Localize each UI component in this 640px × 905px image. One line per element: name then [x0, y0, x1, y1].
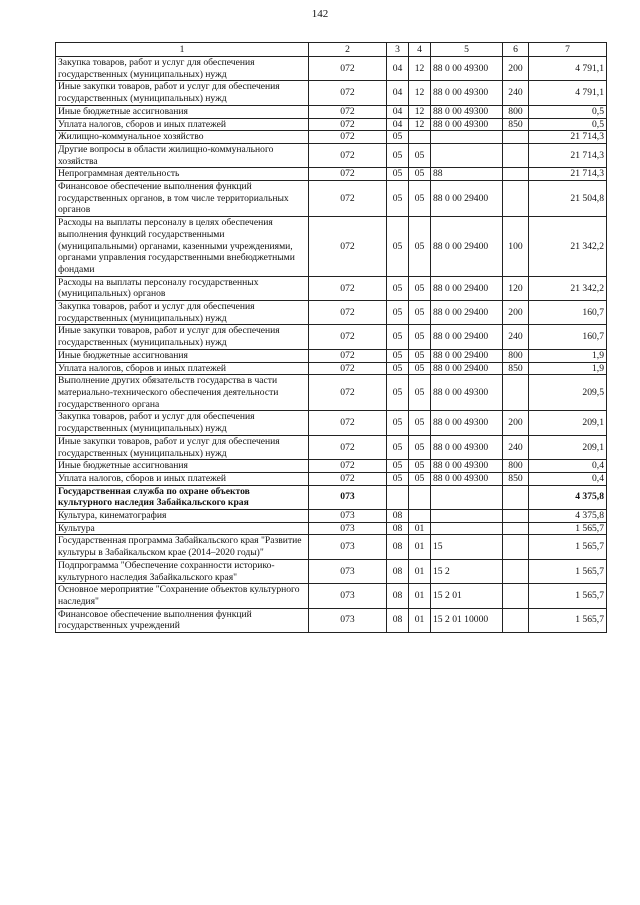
- table-row: [56, 584, 607, 608]
- row-target-item: [431, 131, 503, 144]
- row-subsection: 01: [409, 522, 431, 535]
- row-name: Закупка товаров, работ и услуг для обеспечения государственных (муниципальных) нужд: [56, 301, 309, 325]
- row-name: Расходы на выплаты персоналу государственных (муниципальных) органов: [56, 276, 309, 300]
- row-subsection: 05: [409, 362, 431, 375]
- row-subsection: 12: [409, 57, 431, 81]
- row-target-item: 15 2: [431, 559, 503, 583]
- row-admin-code: 072: [309, 143, 387, 167]
- row-expense-type: 120: [503, 276, 529, 300]
- row-expense-type: [503, 522, 529, 535]
- row-expense-type: 800: [503, 105, 529, 118]
- row-section: 08: [387, 510, 409, 523]
- row-section: 05: [387, 411, 409, 435]
- row-expense-type: 800: [503, 349, 529, 362]
- row-admin-code: 072: [309, 118, 387, 131]
- row-admin-code: 072: [309, 411, 387, 435]
- col-header: 7: [529, 43, 607, 57]
- row-expense-type: [503, 181, 529, 217]
- row-subsection: 05: [409, 435, 431, 459]
- table-row: [56, 131, 607, 144]
- row-name: Культура, кинематография: [56, 510, 309, 523]
- table-row: [56, 559, 607, 583]
- table-row: [56, 411, 607, 435]
- row-name: Иные бюджетные ассигнования: [56, 105, 309, 118]
- row-amount: 1 565,7: [529, 522, 607, 535]
- row-section: 05: [387, 460, 409, 473]
- row-expense-type: [503, 485, 529, 509]
- row-expense-type: 240: [503, 435, 529, 459]
- row-expense-type: 800: [503, 460, 529, 473]
- row-section: 04: [387, 105, 409, 118]
- row-expense-type: [503, 168, 529, 181]
- row-name: Подпрограмма "Обеспечение сохранности историко-культурного наследия Забайкальского края": [56, 559, 309, 583]
- table-row: [56, 325, 607, 349]
- row-expense-type: [503, 584, 529, 608]
- row-expense-type: 200: [503, 57, 529, 81]
- row-section: 05: [387, 362, 409, 375]
- row-section: 05: [387, 181, 409, 217]
- row-subsection: 05: [409, 349, 431, 362]
- row-amount: 209,5: [529, 375, 607, 411]
- row-admin-code: 073: [309, 559, 387, 583]
- row-target-item: [431, 522, 503, 535]
- table-row: [56, 435, 607, 459]
- row-admin-code: 072: [309, 57, 387, 81]
- row-amount: 4 791,1: [529, 57, 607, 81]
- col-header: 3: [387, 43, 409, 57]
- row-name: Финансовое обеспечение выполнения функций государственных учреждений: [56, 608, 309, 632]
- row-name: Иные закупки товаров, работ и услуг для обеспечения государственных (муниципальных) нужд: [56, 435, 309, 459]
- row-expense-type: [503, 131, 529, 144]
- row-name: Иные закупки товаров, работ и услуг для обеспечения государственных (муниципальных) нужд: [56, 325, 309, 349]
- row-amount: 160,7: [529, 301, 607, 325]
- row-expense-type: 200: [503, 411, 529, 435]
- row-amount: 0,5: [529, 118, 607, 131]
- row-admin-code: 073: [309, 535, 387, 559]
- row-amount: 4 791,1: [529, 81, 607, 105]
- row-section: 04: [387, 118, 409, 131]
- row-amount: 1 565,7: [529, 535, 607, 559]
- row-name: Основное мероприятие "Сохранение объектов культурного наследия": [56, 584, 309, 608]
- row-name: Жилищно-коммунальное хозяйство: [56, 131, 309, 144]
- row-expense-type: 240: [503, 325, 529, 349]
- header-row: [56, 43, 607, 57]
- row-target-item: [431, 485, 503, 509]
- row-expense-type: [503, 143, 529, 167]
- row-amount: 1 565,7: [529, 608, 607, 632]
- row-name: Выполнение других обязательств государства в части материально-технического обеспечения деятельности государственного органа: [56, 375, 309, 411]
- row-subsection: 12: [409, 118, 431, 131]
- row-admin-code: 073: [309, 522, 387, 535]
- row-expense-type: 850: [503, 472, 529, 485]
- table-row: [56, 276, 607, 300]
- col-header: 6: [503, 43, 529, 57]
- row-target-item: 88 0 00 49300: [431, 375, 503, 411]
- row-subsection: 05: [409, 325, 431, 349]
- table-row: [56, 57, 607, 81]
- row-amount: 209,1: [529, 435, 607, 459]
- row-section: 08: [387, 584, 409, 608]
- row-target-item: 88: [431, 168, 503, 181]
- row-amount: 21 342,2: [529, 276, 607, 300]
- row-subsection: 05: [409, 375, 431, 411]
- row-admin-code: 072: [309, 131, 387, 144]
- row-subsection: 05: [409, 217, 431, 277]
- row-section: 08: [387, 522, 409, 535]
- row-target-item: 88 0 00 29400: [431, 276, 503, 300]
- row-name: Закупка товаров, работ и услуг для обеспечения государственных (муниципальных) нужд: [56, 57, 309, 81]
- row-name: Иные закупки товаров, работ и услуг для обеспечения государственных (муниципальных) нужд: [56, 81, 309, 105]
- row-target-item: 15 2 01: [431, 584, 503, 608]
- row-amount: 0,5: [529, 105, 607, 118]
- col-header: 2: [309, 43, 387, 57]
- row-subsection: [409, 510, 431, 523]
- row-subsection: 05: [409, 181, 431, 217]
- row-target-item: 88 0 00 49300: [431, 57, 503, 81]
- row-target-item: 88 0 00 49300: [431, 472, 503, 485]
- row-expense-type: 240: [503, 81, 529, 105]
- table-row: [56, 81, 607, 105]
- row-target-item: 88 0 00 49300: [431, 435, 503, 459]
- row-section: 08: [387, 535, 409, 559]
- table-row: [56, 362, 607, 375]
- row-subsection: [409, 131, 431, 144]
- row-target-item: 88 0 00 29400: [431, 362, 503, 375]
- row-target-item: 88 0 00 29400: [431, 301, 503, 325]
- row-section: 05: [387, 375, 409, 411]
- row-admin-code: 072: [309, 375, 387, 411]
- table-row: [56, 301, 607, 325]
- row-admin-code: 073: [309, 510, 387, 523]
- row-target-item: 88 0 00 49300: [431, 460, 503, 473]
- row-subsection: 05: [409, 168, 431, 181]
- row-target-item: 88 0 00 29400: [431, 217, 503, 277]
- table-row: [56, 535, 607, 559]
- row-section: 05: [387, 131, 409, 144]
- row-target-item: 15: [431, 535, 503, 559]
- row-subsection: 01: [409, 535, 431, 559]
- row-subsection: 01: [409, 559, 431, 583]
- row-name: Финансовое обеспечение выполнения функций государственных органов, в том числе территориальных органов: [56, 181, 309, 217]
- row-amount: 160,7: [529, 325, 607, 349]
- table-row: [56, 460, 607, 473]
- row-target-item: 88 0 00 49300: [431, 105, 503, 118]
- row-expense-type: [503, 608, 529, 632]
- row-name: Непрограммная деятельность: [56, 168, 309, 181]
- row-target-item: 88 0 00 49300: [431, 411, 503, 435]
- row-section: 05: [387, 472, 409, 485]
- row-target-item: 15 2 01 10000: [431, 608, 503, 632]
- row-admin-code: 072: [309, 81, 387, 105]
- row-admin-code: 072: [309, 301, 387, 325]
- table-row: [56, 143, 607, 167]
- table-row: [56, 608, 607, 632]
- row-section: 08: [387, 559, 409, 583]
- row-amount: 21 714,3: [529, 143, 607, 167]
- row-amount: 4 375,8: [529, 485, 607, 509]
- table-row: [56, 485, 607, 509]
- row-amount: 0,4: [529, 472, 607, 485]
- row-subsection: 05: [409, 460, 431, 473]
- row-section: 05: [387, 349, 409, 362]
- row-amount: 21 504,8: [529, 181, 607, 217]
- row-admin-code: 072: [309, 181, 387, 217]
- row-target-item: 88 0 00 49300: [431, 81, 503, 105]
- row-amount: 1,9: [529, 362, 607, 375]
- row-amount: 1 565,7: [529, 559, 607, 583]
- row-section: 05: [387, 301, 409, 325]
- row-name: Другие вопросы в области жилищно-коммунального хозяйства: [56, 143, 309, 167]
- row-target-item: 88 0 00 29400: [431, 325, 503, 349]
- row-section: 05: [387, 435, 409, 459]
- table-row: [56, 105, 607, 118]
- row-admin-code: 073: [309, 608, 387, 632]
- row-admin-code: 072: [309, 472, 387, 485]
- row-admin-code: 072: [309, 217, 387, 277]
- row-name: Государственная служба по охране объектов культурного наследия Забайкальского края: [56, 485, 309, 509]
- table-row: [56, 375, 607, 411]
- row-section: 05: [387, 217, 409, 277]
- row-name: Культура: [56, 522, 309, 535]
- table-row: [56, 522, 607, 535]
- row-subsection: 01: [409, 584, 431, 608]
- row-section: 04: [387, 81, 409, 105]
- row-expense-type: 200: [503, 301, 529, 325]
- row-amount: 1,9: [529, 349, 607, 362]
- row-expense-type: [503, 559, 529, 583]
- row-admin-code: 072: [309, 460, 387, 473]
- row-admin-code: 072: [309, 325, 387, 349]
- row-admin-code: 072: [309, 105, 387, 118]
- row-section: 05: [387, 168, 409, 181]
- row-name: Государственная программа Забайкальского края "Развитие культуры в Забайкальском крае (2014–2020 годы)": [56, 535, 309, 559]
- table-row: [56, 510, 607, 523]
- row-subsection: 05: [409, 143, 431, 167]
- row-section: 08: [387, 608, 409, 632]
- row-subsection: 05: [409, 411, 431, 435]
- row-expense-type: [503, 510, 529, 523]
- row-expense-type: 100: [503, 217, 529, 277]
- row-amount: 21 714,3: [529, 131, 607, 144]
- row-admin-code: 072: [309, 168, 387, 181]
- row-amount: 21 714,3: [529, 168, 607, 181]
- row-name: Уплата налогов, сборов и иных платежей: [56, 472, 309, 485]
- row-subsection: 01: [409, 608, 431, 632]
- page-number: 142: [311, 8, 329, 20]
- row-expense-type: 850: [503, 118, 529, 131]
- row-admin-code: 072: [309, 349, 387, 362]
- row-target-item: [431, 510, 503, 523]
- row-subsection: 05: [409, 472, 431, 485]
- col-header: 5: [431, 43, 503, 57]
- table-row: [56, 181, 607, 217]
- row-amount: 209,1: [529, 411, 607, 435]
- table-row: [56, 217, 607, 277]
- row-subsection: 05: [409, 276, 431, 300]
- budget-table: [55, 42, 607, 633]
- row-section: [387, 485, 409, 509]
- row-section: 04: [387, 57, 409, 81]
- row-amount: 1 565,7: [529, 584, 607, 608]
- row-expense-type: [503, 535, 529, 559]
- row-amount: 0,4: [529, 460, 607, 473]
- row-subsection: 12: [409, 105, 431, 118]
- row-name: Уплата налогов, сборов и иных платежей: [56, 118, 309, 131]
- row-amount: 21 342,2: [529, 217, 607, 277]
- row-subsection: 05: [409, 301, 431, 325]
- table-row: [56, 472, 607, 485]
- row-admin-code: 073: [309, 584, 387, 608]
- row-admin-code: 072: [309, 276, 387, 300]
- row-name: Иные бюджетные ассигнования: [56, 460, 309, 473]
- row-admin-code: 073: [309, 485, 387, 509]
- row-admin-code: 072: [309, 362, 387, 375]
- col-header: 1: [56, 43, 309, 57]
- row-name: Закупка товаров, работ и услуг для обеспечения государственных (муниципальных) нужд: [56, 411, 309, 435]
- row-expense-type: 850: [503, 362, 529, 375]
- row-name: Уплата налогов, сборов и иных платежей: [56, 362, 309, 375]
- row-admin-code: 072: [309, 435, 387, 459]
- row-subsection: [409, 485, 431, 509]
- row-subsection: 12: [409, 81, 431, 105]
- row-section: 05: [387, 276, 409, 300]
- row-section: 05: [387, 325, 409, 349]
- table-row: [56, 168, 607, 181]
- table-row: [56, 118, 607, 131]
- row-target-item: 88 0 00 49300: [431, 118, 503, 131]
- table-row: [56, 349, 607, 362]
- row-name: Расходы на выплаты персоналу в целях обеспечения выполнения функций государственными (муниципальными) органами, казенными учреждениями, органами управления государственными внебюджетными фондами: [56, 217, 309, 277]
- row-amount: 4 375,8: [529, 510, 607, 523]
- row-target-item: [431, 143, 503, 167]
- row-target-item: 88 0 00 29400: [431, 181, 503, 217]
- col-header: 4: [409, 43, 431, 57]
- row-expense-type: [503, 375, 529, 411]
- row-name: Иные бюджетные ассигнования: [56, 349, 309, 362]
- row-section: 05: [387, 143, 409, 167]
- row-target-item: 88 0 00 29400: [431, 349, 503, 362]
